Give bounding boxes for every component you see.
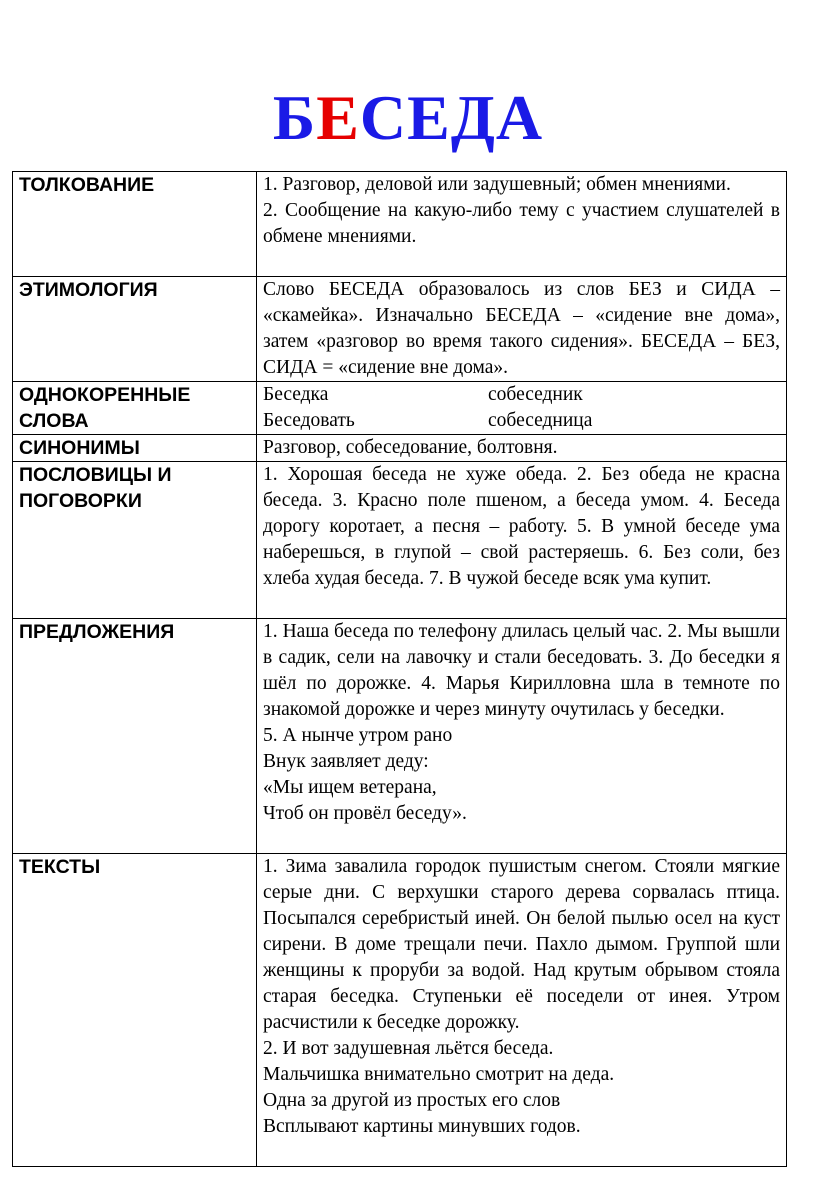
cognate-word: Беседовать — [263, 410, 355, 431]
row-content-sinonimy — [257, 435, 787, 462]
verse-line: 2. И вот задушевная льётся беседа. — [263, 1038, 554, 1059]
row-label-predlozheniya: ПРЕДЛОЖЕНИЯ — [13, 619, 257, 854]
table-row — [13, 435, 787, 462]
title-letter: С — [359, 82, 408, 153]
texts-paragraph: 1. Зима завалила городок пушистым снегом. Стояли мягкие серые дни. С верхушки старого дерева сорвалась птица. Посыпался серебристый иней. Он белой пылью осел на куст сирени. В доме трещали печи. Пахло дымом. Группой шли женщины к проруби за водой. Над крутым обрывом стояла старая беседка. Ступеньки её поседели от инея. Утром расчистили к беседке дорожку. — [263, 856, 780, 1033]
synonyms-text: Разговор, собеседование, болтовня. — [263, 437, 558, 458]
page-title — [0, 82, 816, 154]
row-content-teksty — [257, 854, 787, 1167]
row-content-poslovitsy — [257, 462, 787, 619]
row-label-teksty: ТЕКСТЫ — [13, 854, 257, 1167]
table-row — [13, 172, 787, 277]
row-label-etimologiya: ЭТИМОЛОГИЯ — [13, 277, 257, 382]
title-letter: Е — [316, 82, 360, 153]
definition-line: 2. Сообщение на какую-либо тему с участием слушателей в обмене мнениями. — [263, 200, 780, 247]
title-letter: Д — [450, 82, 496, 153]
table-row — [13, 619, 787, 854]
title-letter: Е — [407, 82, 451, 153]
row-label-odnokorennye: ОДНОКОРЕННЫЕ СЛОВА — [13, 382, 257, 435]
table-row — [13, 854, 787, 1167]
table-row — [13, 382, 787, 435]
cognate-word: собеседница — [488, 410, 593, 431]
row-content-predlozheniya — [257, 619, 787, 854]
row-label-tolkovanie: ТОЛКОВАНИЕ — [13, 172, 257, 277]
verse-line: Мальчишка внимательно смотрит на деда. — [263, 1064, 615, 1085]
sentences-text: 1. Наша беседа по телефону длилась целый час. 2. Мы вышли в садик, сели на лавочку и стали беседовать. 3. До беседки я шёл по дорожке. 4. Марья Кирилловна шла в темноте по знакомой дорожке и через минуту очутилась у беседки. — [263, 621, 780, 720]
verse-line: Одна за другой из простых его слов — [263, 1090, 561, 1111]
cognate-pair — [263, 408, 780, 434]
title-letter: Б — [272, 82, 317, 153]
cognate-pair — [263, 382, 780, 408]
verse-line: Внук заявляет деду: — [263, 751, 429, 772]
definition-table — [12, 171, 787, 1167]
table-row — [13, 277, 787, 382]
row-label-sinonimy: СИНОНИМЫ — [13, 435, 257, 462]
etymology-text: Слово БЕСЕДА образовалось из слов БЕЗ и СИДА – «скамейка». Изначально БЕСЕДА – «сидение вне дома», затем «разговор во время такого сидения». БЕСЕДА – БЕЗ, СИДА = «сидение вне дома». — [263, 279, 780, 378]
verse-line: 5. А нынче утром рано — [263, 725, 453, 746]
row-content-odnokorennye — [257, 382, 787, 435]
verse-line: Чтоб он провёл беседу». — [263, 803, 467, 824]
verse-line: Всплывают картины минувших годов. — [263, 1116, 581, 1137]
verse-line: «Мы ищем ветерана, — [263, 777, 437, 798]
row-label-poslovitsy: ПОСЛОВИЦЫ И ПОГОВОРКИ — [13, 462, 257, 619]
cognate-word: собеседник — [488, 384, 583, 405]
title-letter: А — [495, 82, 544, 153]
proverbs-text: 1. Хорошая беседа не хуже обеда. 2. Без обеда не красна беседа. 3. Красно поле пшеном, а беседа умом. 4. Беседа дорогу коротает, а песня – работу. 5. В умной беседе ума наберешься, в глупой – свой растеряешь. 6. Без соли, без хлеба худая беседа. 7. В чужой беседе всяк ума купит. — [263, 464, 780, 589]
row-content-tolkovanie — [257, 172, 787, 277]
row-content-etimologiya — [257, 277, 787, 382]
table-row — [13, 462, 787, 619]
definition-line: 1. Разговор, деловой или задушевный; обмен мнениями. — [263, 174, 731, 195]
cognate-word: Беседка — [263, 384, 329, 405]
